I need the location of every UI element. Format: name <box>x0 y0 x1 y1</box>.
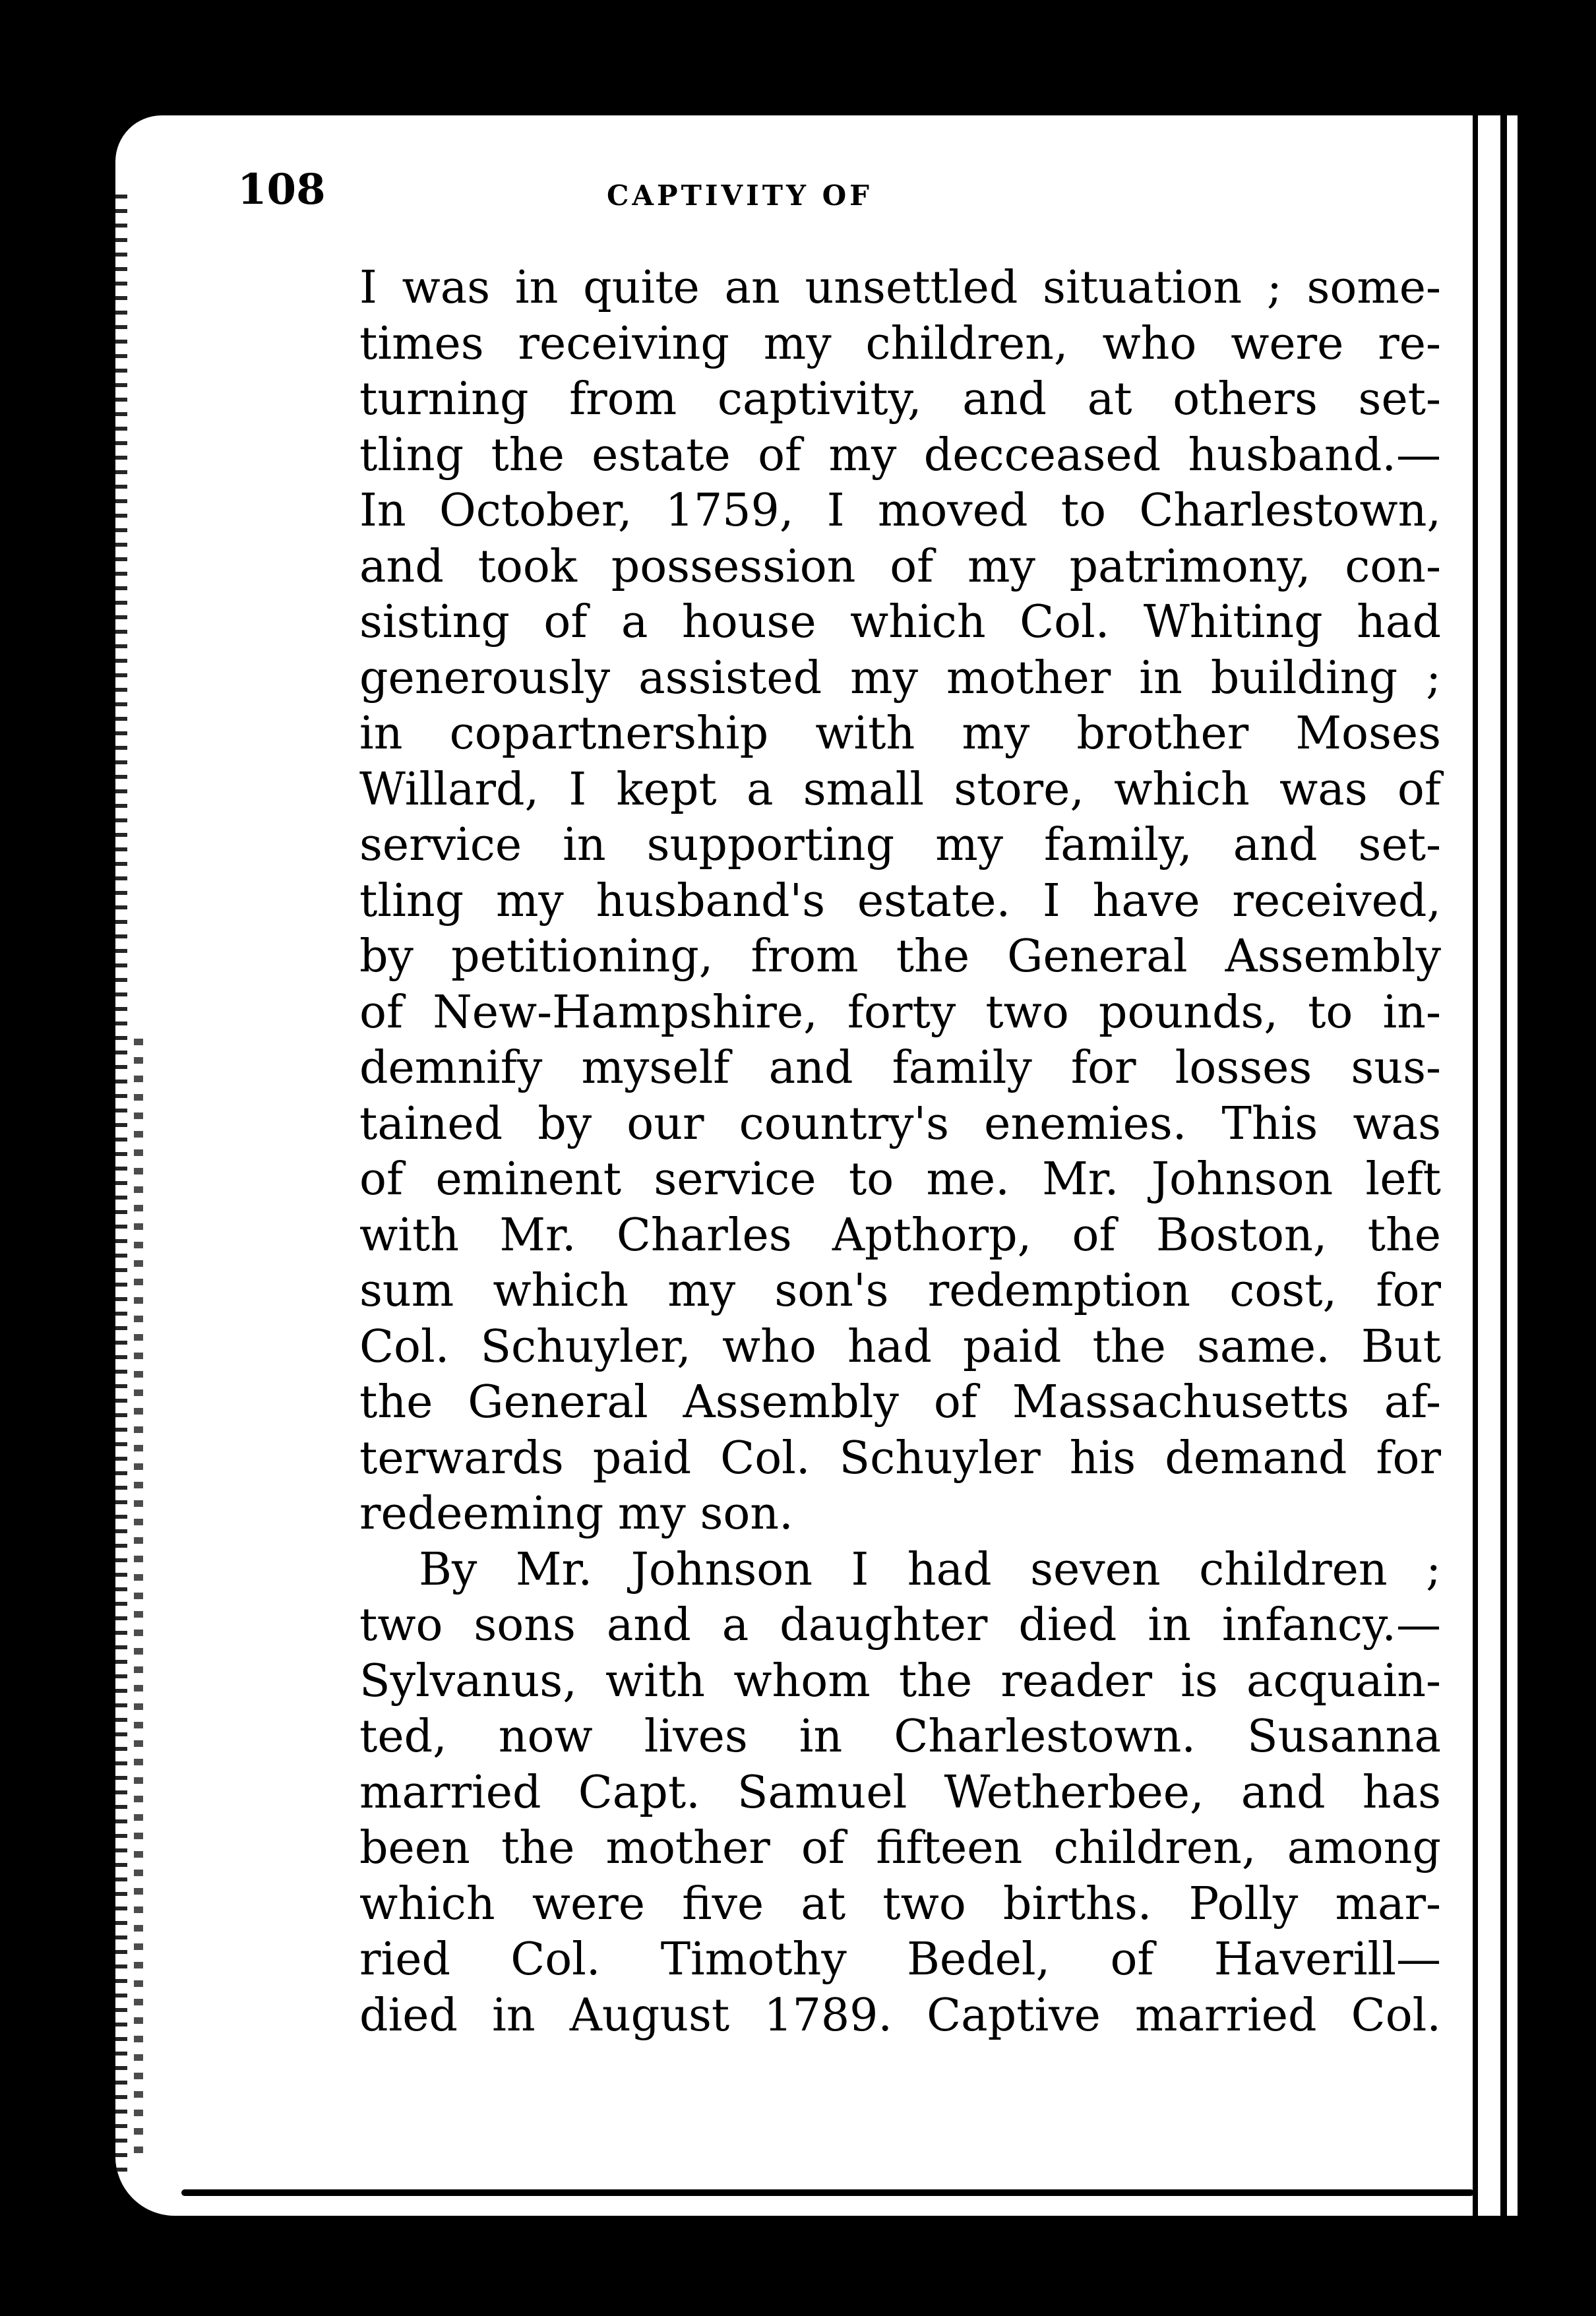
text-line: Col. Schuyler, who had paid the same. But <box>359 1320 1441 1373</box>
paragraph-start-line: By Mr. Johnson I had seven children ; <box>419 1543 1441 1596</box>
page-edge-right <box>1454 115 1533 2216</box>
text-line: married Capt. Samuel Wetherbee, and has <box>359 1766 1441 1819</box>
text-line: times receiving my children, who were re- <box>359 317 1441 370</box>
running-title: CAPTIVITY OF <box>607 179 873 212</box>
text-line: tling my husband's estate. I have received, <box>359 874 1441 927</box>
text-line: generously assisted my mother in building ; <box>359 652 1441 704</box>
text-line: with Mr. Charles Apthorp, of Boston, the <box>359 1209 1441 1262</box>
page-edge-left <box>115 195 127 2173</box>
text-line: in copartnership with my brother Moses <box>359 708 1441 760</box>
text-line: by petitioning, from the General Assembly <box>359 930 1441 983</box>
text-line: I was in quite an unsettled situation ; some- <box>359 262 1441 314</box>
body-text <box>359 260 1441 2044</box>
text-line: ried Col. Timothy Bedel, of Haverill— <box>359 1934 1441 1986</box>
text-line: sisting of a house which Col. Whiting had <box>359 596 1441 648</box>
text-line: ted, now lives in Charlestown. Susanna <box>359 1711 1441 1763</box>
text-line: of New-Hampshire, forty two pounds, to in- <box>359 986 1441 1039</box>
text-line: died in August 1789. Captive married Col. <box>359 1989 1441 2042</box>
text-line: terwards paid Col. Schuyler his demand for <box>359 1432 1441 1484</box>
text-line: been the mother of fifteen children, among <box>359 1822 1441 1874</box>
text-line: which were five at two births. Polly mar- <box>359 1877 1441 1930</box>
text-line: and took possession of my patrimony, con- <box>359 540 1441 593</box>
text-line: Willard, I kept a small store, which was of <box>359 763 1441 816</box>
text-line: Sylvanus, with whom the reader is acquain- <box>359 1655 1441 1707</box>
page-number: 108 <box>237 165 326 214</box>
text-line: service in supporting my family, and set- <box>359 819 1441 871</box>
text-line: tling the estate of my decceased husband.— <box>359 429 1441 481</box>
page-edge-shadow <box>134 1039 143 2160</box>
text-line: two sons and a daughter died in infancy.— <box>359 1599 1441 1651</box>
text-line: demnify myself and family for losses sus- <box>359 1042 1441 1094</box>
page-header <box>237 165 1134 224</box>
text-line: redeeming my son. <box>359 1488 793 1540</box>
text-line: tained by our country's enemies. This was <box>359 1097 1441 1150</box>
text-line: turning from captivity, and at others set- <box>359 373 1441 425</box>
page-edge-bottom <box>181 2189 1474 2196</box>
text-line: In October, 1759, I moved to Charlestown, <box>359 485 1441 537</box>
text-line: sum which my son's redemption cost, for <box>359 1265 1441 1317</box>
text-line: the General Assembly of Massachusetts af- <box>359 1376 1441 1428</box>
text-line: of eminent service to me. Mr. Johnson left <box>359 1153 1441 1205</box>
